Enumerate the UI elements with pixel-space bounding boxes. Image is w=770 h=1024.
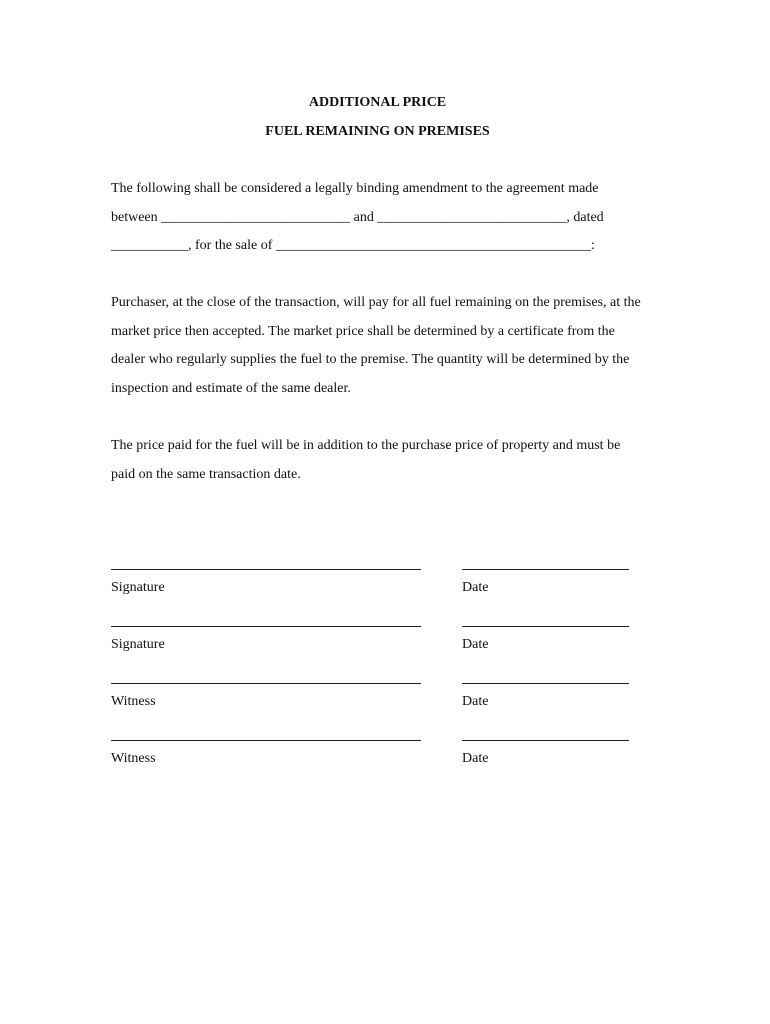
signature-line[interactable] [111, 612, 421, 627]
date-label: Date [462, 751, 489, 766]
paragraph-line: market price then accepted. The market price shall be determined by a certificate from the [111, 323, 615, 339]
date-line[interactable] [462, 726, 629, 741]
paragraph-line: dealer who regularly supplies the fuel to the premise. The quantity will be determined by the [111, 352, 630, 368]
document-subtitle: FUEL REMAINING ON PREMISES [265, 124, 490, 139]
paragraph-line: ___________, for the sale of _____________________________________________: [111, 238, 595, 254]
signature-label: Signature [111, 637, 165, 652]
intro-paragraph [111, 175, 651, 261]
paragraph-line: Purchaser, at the close of the transaction, will pay for all fuel remaining on the premises, at the [111, 295, 641, 310]
date-label: Date [462, 694, 489, 709]
signature-line[interactable] [111, 555, 421, 570]
date-line[interactable] [462, 612, 629, 627]
paragraph-line: The price paid for the fuel will be in addition to the purchase price of property and must be [111, 438, 621, 453]
witness-line[interactable] [111, 669, 421, 684]
witness-label: Witness [111, 751, 156, 766]
payment-paragraph [111, 432, 651, 489]
paragraph-line: between ___________________________ and ___________________________, dated [111, 209, 604, 225]
paragraph-line: inspection and estimate of the same dealer. [111, 380, 351, 396]
date-line[interactable] [462, 555, 629, 570]
paragraph-line: The following shall be considered a legally binding amendment to the agreement made [111, 181, 599, 196]
date-line[interactable] [462, 669, 629, 684]
terms-paragraph [111, 289, 651, 403]
signature-label: Signature [111, 580, 165, 595]
witness-line[interactable] [111, 726, 421, 741]
document-title: ADDITIONAL PRICE [308, 95, 447, 110]
paragraph-line: paid on the same transaction date. [111, 466, 301, 482]
witness-label: Witness [111, 694, 156, 709]
date-label: Date [462, 580, 489, 595]
date-label: Date [462, 637, 489, 652]
